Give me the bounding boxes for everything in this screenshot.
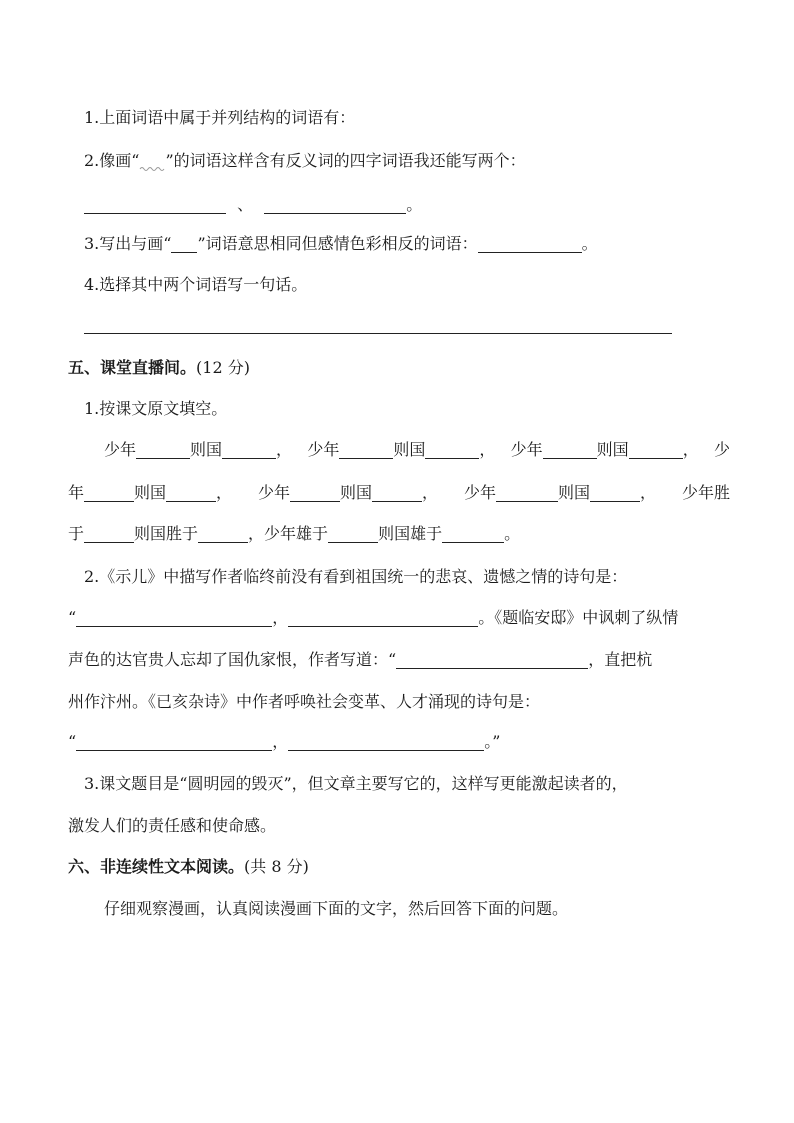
q4-item-3-mid: ”词语意思相同但感情色彩相反的词语：: [197, 234, 478, 253]
answer-blank[interactable]: [543, 440, 597, 459]
answer-blank[interactable]: [136, 440, 190, 459]
q4-item-3-pre: 3.写出与画“: [84, 234, 172, 253]
answer-blank[interactable]: [339, 440, 393, 459]
separator: 、: [237, 195, 254, 214]
fill-segment: 年 则国 ，: [68, 483, 233, 502]
period: 。: [581, 234, 598, 253]
s5-q2-line-5: “ ， 。”: [68, 732, 501, 751]
q4-item-2: [84, 149, 526, 173]
s5-q1-fill-line-3: 于 则国胜于 ，少年雄于 则国雄于 。: [68, 524, 521, 543]
s5-q2-line-4: 州作汴州。《已亥杂诗》中作者呼唤社会变革、人才涌现的诗句是：: [68, 692, 541, 711]
s5-q1: [84, 397, 227, 421]
fill-segment: 少年 则国 ，: [510, 440, 699, 459]
answer-blank[interactable]: [425, 440, 479, 459]
s5-q1-fill-line-2: [68, 481, 730, 505]
s5-q2-line-2: “ ， 。《题临安邸》中讽刺了纵情: [68, 608, 679, 627]
section-5-heading: [68, 356, 250, 380]
s5-q3-line-2: 激发人们的责任感和使命感。: [68, 816, 277, 835]
answer-blank[interactable]: [288, 608, 478, 627]
answer-blank[interactable]: [328, 524, 378, 543]
period: 。: [406, 195, 423, 214]
answer-blank[interactable]: [288, 732, 484, 751]
fill-segment: 少年 则国 ，: [463, 483, 657, 502]
answer-blank[interactable]: [372, 483, 422, 502]
underline-sample: [171, 234, 197, 253]
q4-item-2-answers: [84, 193, 422, 217]
section-6-score: (共 8 分): [244, 857, 309, 876]
s5-q2-text: 2.《示儿》中描写作者临终前没有看到祖国统一的悲哀、遗憾之情的诗句是：: [84, 567, 628, 586]
fill-segment: 少年 则国 ，: [257, 483, 439, 502]
answer-blank[interactable]: [198, 524, 248, 543]
q4-item-2-pre: 2.像画“: [84, 151, 140, 170]
fill-segment: 少年胜: [681, 483, 730, 502]
fill-segment: 少: [713, 440, 730, 459]
answer-blank[interactable]: [478, 234, 582, 253]
q4-item-2-post: ”的词语这样含有反义词的四字词语我还能写两个：: [165, 151, 526, 170]
q4-item-1-text: 1.上面词语中属于并列结构的词语有：: [84, 108, 356, 127]
q4-item-3: [84, 232, 598, 256]
section-6-title: 六、非连续性文本阅读。: [68, 857, 245, 876]
s5-q2-line-1: [84, 565, 627, 589]
answer-blank[interactable]: [442, 524, 504, 543]
s5-q1-text: 1.按课文原文填空。: [84, 399, 228, 418]
answer-blank[interactable]: [84, 524, 134, 543]
answer-blank[interactable]: [84, 483, 134, 502]
answer-blank[interactable]: [166, 483, 216, 502]
answer-blank[interactable]: [76, 732, 272, 751]
answer-blank[interactable]: [396, 650, 588, 669]
answer-blank[interactable]: [76, 608, 272, 627]
q4-item-1: [84, 106, 355, 130]
answer-blank[interactable]: [590, 483, 640, 502]
s5-q3-line-1: 3.课文题目是“圆明园的毁灭”，但文章主要写它的，这样写更能激起读者的，: [84, 774, 628, 793]
answer-blank[interactable]: [222, 440, 276, 459]
section-5-score: (12 分): [196, 358, 250, 377]
s5-q1-fill-line-1: [104, 438, 730, 462]
answer-blank[interactable]: [290, 483, 340, 502]
q4-item-4-text: 4.选择其中两个词语写一句话。: [84, 275, 308, 294]
wavy-underline-sample: [139, 152, 165, 170]
section-5-title: 五、课堂直播间。: [68, 358, 197, 377]
answer-blank[interactable]: [629, 440, 683, 459]
sentence-answer-line[interactable]: [84, 333, 672, 334]
fill-segment: 少年 则国 ，: [307, 440, 496, 459]
answer-blank[interactable]: [496, 483, 558, 502]
answer-blank[interactable]: [264, 195, 406, 214]
answer-blank[interactable]: [84, 195, 226, 214]
s5-q2-line-3: 声色的达官贵人忘却了国仇家恨，作者写道：“ ，直把杭: [68, 650, 653, 669]
q4-item-4: [84, 273, 307, 297]
section-6-heading: [68, 855, 309, 879]
section-6-intro: 仔细观察漫画，认真阅读漫画下面的文字，然后回答下面的问题。: [104, 899, 569, 918]
fill-segment: 少年 则国 ，: [104, 440, 293, 459]
